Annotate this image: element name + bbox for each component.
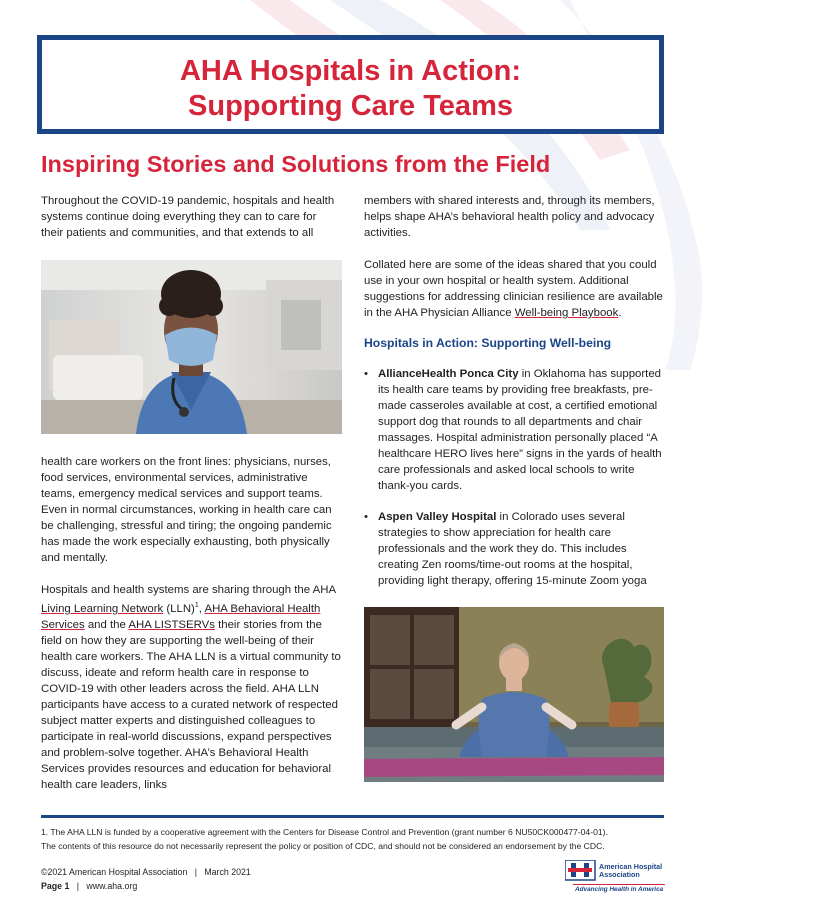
sharing-paragraph [41,582,341,793]
sharing-text-5: their stories from the field on how they are supporting the well-being of their health care workers. The AHA LLN is a virtual community to discuss, ideate and reform health care in response to COVID-19 with other leaders across the field. AHA LLN participants have access to a curated network of respected subject matter experts and distinguished colleagues to participate in real-world discussions, expand perspectives and problem-solve together. AHA’s Behavioral Health Services provides resources and education for behavioral health care leaders, links [41,618,341,791]
publication-date: March 2021 [204,867,251,877]
left-column-body [41,454,341,793]
bullet-glyph: • [364,368,368,380]
footnote-line1: 1. The AHA LLN is funded by a cooperative agreement with the Centers for Disease Control and Prevention (grant number 6 NU50CK000477-04-01). [41,827,608,837]
yoga-photo [364,607,664,782]
bullet-text: in Colorado uses several strategies to show appreciation for health care professionals and the work they do. This includes creating Zen rooms/time-out rooms at the hospital, providing light therapy, offering 15-minute Zoom yoga [378,511,647,587]
logo-org-name [599,863,662,879]
logo-org-line1: American Hospital [599,862,663,871]
sharing-text-1: Hospitals and health systems are sharing through the AHA [41,584,336,596]
bullet-hospital-name: AllianceHealth Ponca City [378,368,519,380]
hospitals-in-action-heading: Hospitals in Action: Supporting Well-being [364,336,612,350]
living-learning-network-link[interactable]: Living Learning Network [41,602,164,615]
page-footer [41,865,251,893]
logo-tagline-rule [573,884,665,885]
page-number: Page 1 [41,881,70,891]
bullet-text: in Oklahoma has supported its health care teams by providing free breakfasts, pre-made casseroles available at cost, a certified emotional support dog that rounds to all departments and chair massages. Hospital administration personally placed “A healthcare HERO lives here” signs in the yards of health care professionals and asked local schools to write thank-you cards. [378,368,662,492]
page-title-line1: AHA Hospitals in Action: [179,55,522,87]
collated-paragraph [364,257,666,321]
well-being-playbook-link[interactable]: Well-being Playbook [514,307,619,319]
sharing-text-3: , [198,602,205,615]
logo-tagline: Advancing Health in America [575,886,664,893]
frontline-paragraph: health care workers on the front lines: physicians, nurses, food services, environmental services, administrative teams, emergency medical services and support teams. Even in normal circumstances, working in health care can be challenging, stressful and tiring; the ongoing pandemic has made the work especially exhausting, both physically and mentally. [41,456,332,564]
footer-divider [41,815,664,818]
intro-paragraph: Throughout the COVID-19 pandemic, hospitals and health systems continue doing everything they can to care for their patients and communities, and that extends to all [41,195,335,239]
members-paragraph: members with shared interests and, through its members, helps shape AHA’s behavioral health policy and advocacy activities. [364,195,655,239]
bullet-hospital-name: Aspen Valley Hospital [378,511,497,523]
footnote-marker: 1 [194,602,199,609]
bullet-aspen-valley [364,509,664,589]
footnote [41,825,681,853]
right-column-body [364,193,666,321]
collated-text-1: Collated here are some of the ideas shared that you could use in your own hospital or health system. Additional suggestions for addressing clinician resilience are available in the AHA Physician Alliance [364,259,663,319]
copyright: ©2021 American Hospital Association [41,867,188,877]
page-title-line2: Supporting Care Teams [188,90,513,122]
sharing-text-4: and the [84,618,129,631]
bullet-glyph: • [364,511,368,523]
aha-listservs-link[interactable]: AHA LISTSERVs [128,618,215,631]
behavioral-health-services-link[interactable]: AHA Behavioral Health Services [41,602,321,631]
logo-org-line2: Association [599,870,640,879]
bullet-alliancehealth [364,366,664,494]
left-column-intro [41,193,337,241]
aha-h-icon [565,860,597,882]
sharing-text-2: (LLN) [163,602,195,615]
footer-separator: | [76,881,80,891]
title-banner [37,35,664,134]
nurse-photo [41,260,342,434]
aha-logo [563,858,667,898]
collated-text-2: . [618,307,622,319]
section-subheading: Inspiring Stories and Solutions from the Field [41,151,551,177]
website-link[interactable]: www.aha.org [86,881,138,891]
footnote-line2: The contents of this resource do not necessarily represent the policy or position of CDC, and should not be considered an endorsement by the CDC. [41,841,605,851]
footer-separator: | [194,867,197,877]
